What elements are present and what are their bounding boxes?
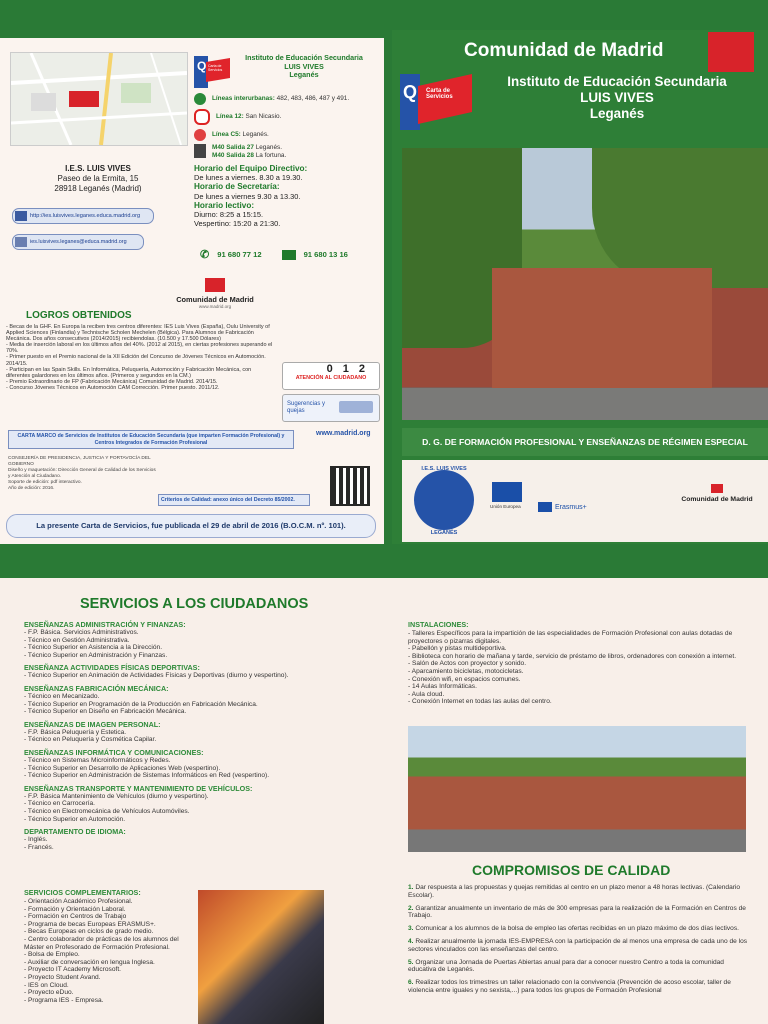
- location-map: [10, 52, 188, 146]
- map-streets: [11, 53, 187, 145]
- compromisos-title: COMPROMISOS DE CALIDAD: [472, 862, 671, 878]
- complementarios-list: - Orientación Académico Profesional. - Formación y Orientación Laboral. - Formación en Centros de Trabajo - Programa de becas Europeas ERASMUS+. - Becas Europeas en ciclos de grado medio. - Centro colaborador de prácticas de los alumnos del Máster en Profesorado de Formación Profesional. - Bolsa de Empleo. - Auxiliar de conversación en lengua Inglesa. - Proyecto IT Academy Microsoft. - Proyecto Student Avand. - IES on Cloud. - Proyecto eDuo. - Programa IES - Empresa.: [24, 898, 196, 1004]
- address-line-1: Paseo de la Ermita, 15: [57, 174, 139, 183]
- transport-train: Línea C5: Leganés.: [194, 128, 380, 142]
- footer-logos: [402, 460, 768, 542]
- workshop-photo: [198, 890, 324, 1024]
- school-photo: [402, 148, 768, 420]
- compromisos-list: 1. Dar respuesta a las propuestas y quejas remitidas al centro en un plazo menor a 48 horas lectivas. (Calendario Escolar). 2. Garantizar anualmente un inventario de más de 300 empresas para la realización de la Formación en Centros de Trabajo. 3. Comunicar a los alumnos de la bolsa de empleo las ofertas recibidas en un plazo máximo de dos días lectivos. 4. Realizar anualmente la jornada IES-EMPRESA con la participación de al menos una empresa de cada uno de los sectores vinculados con las enseñanzas del centro. 5. Organizar una Jornada de Puertas Abiertas anual para dar a conocer nuestro Centro a toda la comunidad educativa de Leganés. 6. Realizar todos los trimestres un taller relacionado con la convivencia (Prevención de acoso escolar, taller de violencia entre iguales y no sexista,...) para todos los grupos de Formación Profesional: [408, 884, 748, 994]
- cam-logo: Comunidad de Madrid www.madrid.org: [160, 278, 270, 309]
- back-cover-panel: [0, 38, 384, 544]
- horario-directivo: De lunes a viernes. 8.30 a 19.30.: [194, 173, 303, 183]
- school-photo-2: [408, 726, 746, 852]
- instalaciones-title: INSTALACIONES:: [408, 620, 469, 629]
- transport-road: M40 Salida 27 Leganés. M40 Salida 28 La fortuna.: [194, 144, 380, 160]
- horario-lectivo-vespertino: Vespertino: 15:20 a 21:30.: [194, 219, 281, 229]
- transport-metro: Línea 12: San Nicasio.: [194, 106, 380, 128]
- road-icon: [194, 144, 206, 158]
- madrid-url[interactable]: www.madrid.org: [316, 430, 371, 437]
- diseno: Diseño y maquetación: Dirección General de Calidad de los Servicios y Atención al Ciudadano.: [8, 468, 156, 479]
- horario-lectivo-diurno: Diurno: 8:25 a 15:15.: [194, 210, 264, 220]
- ies-logo: I.E.S. LUIS VIVES LEGANÉS: [414, 470, 474, 530]
- inside-panel: [0, 578, 768, 1024]
- cam-title: Comunidad de Madrid: [464, 40, 664, 61]
- eu-flag-icon: [492, 482, 522, 502]
- bus-icon: [194, 93, 206, 105]
- carta-marco: CARTA MARCO de Servicios de Institutos de Educación Secundaria (que imparten Formación Profesional) y Centros Integrados de Formación Profesional: [8, 430, 294, 449]
- web-icon: [15, 211, 27, 221]
- qr-code: [330, 466, 370, 506]
- carta-servicios-logo: Q Carta de Servicios: [194, 56, 230, 88]
- transport-bus: Líneas interurbanas: 482, 483, 486, 487 y 491.: [194, 92, 380, 106]
- email-icon: [15, 237, 27, 247]
- train-icon: [194, 129, 206, 141]
- keyboard-icon: [339, 401, 373, 413]
- instalaciones-list: - Talleres Específicos para la impartición de las especialidades de Formación Profesional con aulas dotadas de proyectores o pizarras digitales. - Pabellón y pistas multideportiva. - Biblioteca con horario de mañana y tarde, servicio de préstamo de libros, ordenadores con conexión a internet. - Salón de Actos con proyector y sonido. - Aparcamiento bicicletas, motocicletas. - Conexión wifi, en espacios comunes. - 14 Aulas Informáticas. - Aula cloud. - Conexión Internet en todas las aulas del centro.: [408, 630, 752, 706]
- horario-secretaria: De lunes a viernes 9.30 a 13.30.: [194, 191, 301, 201]
- logros-title: LOGROS OBTENIDOS: [26, 310, 132, 321]
- cam-flag-icon: [708, 32, 754, 72]
- soporte: Soporte de edición: pdf interactivo.: [8, 480, 82, 485]
- criterios-calidad: Criterios de Calidad: anexo único del Decreto 85/2002.: [158, 494, 310, 506]
- publicacion-banner: La presente Carta de Servicios, fue publicada el 29 de abril de 2016 (B.O.C.M. nº. 101).: [6, 514, 376, 538]
- front-cover-panel: [392, 30, 768, 544]
- svg-text:Q: Q: [197, 59, 207, 73]
- front-institute-name: LUIS VIVES: [580, 90, 654, 105]
- carta-servicios-logo-large: Q Carta de Servicios: [400, 74, 472, 130]
- fax-icon: [282, 250, 296, 260]
- horario-lectivo-label: Horario lectivo:: [194, 200, 255, 210]
- map-marker-flag: [69, 91, 99, 107]
- front-institute-city: Leganés: [589, 106, 645, 121]
- institute-name: LUIS VIVES: [284, 61, 324, 71]
- servicios-list: ENSEÑANZAS ADMINISTRACIÓN Y FINANZAS: - F.P. Básica. Servicios Administrativos. - Técnico en Gestión Administrativa. - Técnico Superior en Asistencia a la Dirección. - Técnico Superior en Administración y Finanzas. ENSEÑANZA ACTIVIDADES FÍSICAS DEPORTIVAS: - Técnico Superior en Animación de Actividades Físicas y Deportivas (diurno y vespertino). ENSEÑANZAS FABRICACIÓN MECÁNICA: - Técnico en Mecanizado. - Técnico Superior en Programación de la Producción en Fabricación Mecánica. - Técnico Superior en Diseño en Fabricación Mecánica. ENSEÑANZAS DE IMAGEN PERSONAL: - F.P. Básica Peluquería y Estetica. - Técnico en Peluquería y Cosmética Capilar. ENSEÑANZAS INFORMÁTICA Y COMUNICACIONES: - Técnico en Sistemas Microinformáticos y Redes. - Técnico Superior en Desarrollo de Aplicaciones Web (vespertino). - Técnico Superior en Administración de Sistemas Informáticos en Red (vespertino). ENSEÑANZAS TRANSPORTE Y MANTENIMIENTO DE VEHÍCULOS: - F.P. Básica Mantenimiento de Vehículos (diurno y vespertino). - Técnico en Carrocería. - Técnico en Electromecánica de Vehículos Automóviles. - Técnico Superior en Automoción. DEPARTAMENTO DE IDIOMA: - Inglés. - Francés.: [24, 616, 324, 851]
- address-line-2: 28918 Leganés (Madrid): [54, 184, 142, 193]
- phone-row: ✆ 91 680 77 12 91 680 13 16: [200, 249, 348, 261]
- dg-banner: D. G. DE FORMACIÓN PROFESIONAL Y ENSEÑANZAS DE RÉGIMEN ESPECIAL: [402, 428, 768, 456]
- erasmus-flag-icon: [538, 502, 552, 512]
- consejeria: CONSEJERÍA DE PRESIDENCIA, JUSTICIA Y PORTAVOCÍA DEL GOBIERNO: [8, 456, 151, 467]
- web-link[interactable]: http://ies.luisvives.leganes.educa.madrid.org: [12, 208, 154, 224]
- school-name: I.E.S. LUIS VIVES: [65, 164, 131, 173]
- complementarios-title: SERVICIOS COMPLEMENTARIOS:: [24, 888, 141, 897]
- anio-edicion: Año de edición: 2016.: [8, 486, 55, 491]
- eu-label: Unión Europea: [490, 504, 521, 509]
- email-link[interactable]: ies.luisvives.leganes@educa.madrid.org: [12, 234, 144, 250]
- phone-icon: ✆: [200, 249, 210, 261]
- svg-text:Q: Q: [403, 82, 418, 102]
- atencion-ciudadano-box[interactable]: 012 ATENCIÓN AL CIUDADANO: [282, 362, 380, 390]
- logros-list: - Becas de la GHF. En Europa la reciben tres centros diferentes: IES Luis Vives (España), Oulu University of Applied Sciences (Finlandia) y Technische Scholen Mechelen (Bélgica). Para Alumnos de Fabricación Mecánica. Dos años consecutivos (2014/2015) recibiendolas. (10.500 y 17.500 Dólares) - Media de inserción laboral en los últimos años del 40%. (2012 al 2015), en ciertas profesiones superando el 70%. - Primer puesto en el Premio nacional de la XII Edición del Concurso de Jóvenes Técnicos en Automoción. 2014/15. - Participan en las Spain Skills. En Informática, Peluquería, Automoción y Fabricación Mecánica, con diferentes galardones en los últimos años. (Primeros y segundos en la CM.) - Premio Extraordinario de FP (Fabricación Mecánica) Comunidad de Madrid. 2014/15. - Concurso Jóvenes Técnicos en Automoción CAM Corrección. Primer puesto. 2011/12.: [6, 324, 276, 391]
- sugerencias-box[interactable]: Sugerencias y quejas: [282, 394, 380, 422]
- front-institute-title: Instituto de Educación Secundaria: [507, 74, 727, 89]
- cam-bottom-logo: Comunidad de Madrid: [672, 484, 762, 503]
- erasmus-logo: Erasmus+: [538, 502, 587, 512]
- metro-icon: [194, 109, 210, 125]
- cam-flag-small-icon: [711, 484, 723, 493]
- cam-flag-icon: [205, 278, 225, 292]
- institute-title: Instituto de Educación Secundaria: [245, 53, 363, 62]
- institute-city: Leganés: [289, 70, 319, 79]
- horario-secretaria-label: Horario de Secretaría:: [194, 182, 280, 192]
- horario-directivo-label: Horario del Equipo Directivo:: [194, 164, 308, 173]
- servicios-title: SERVICIOS A LOS CIUDADANOS: [80, 596, 309, 612]
